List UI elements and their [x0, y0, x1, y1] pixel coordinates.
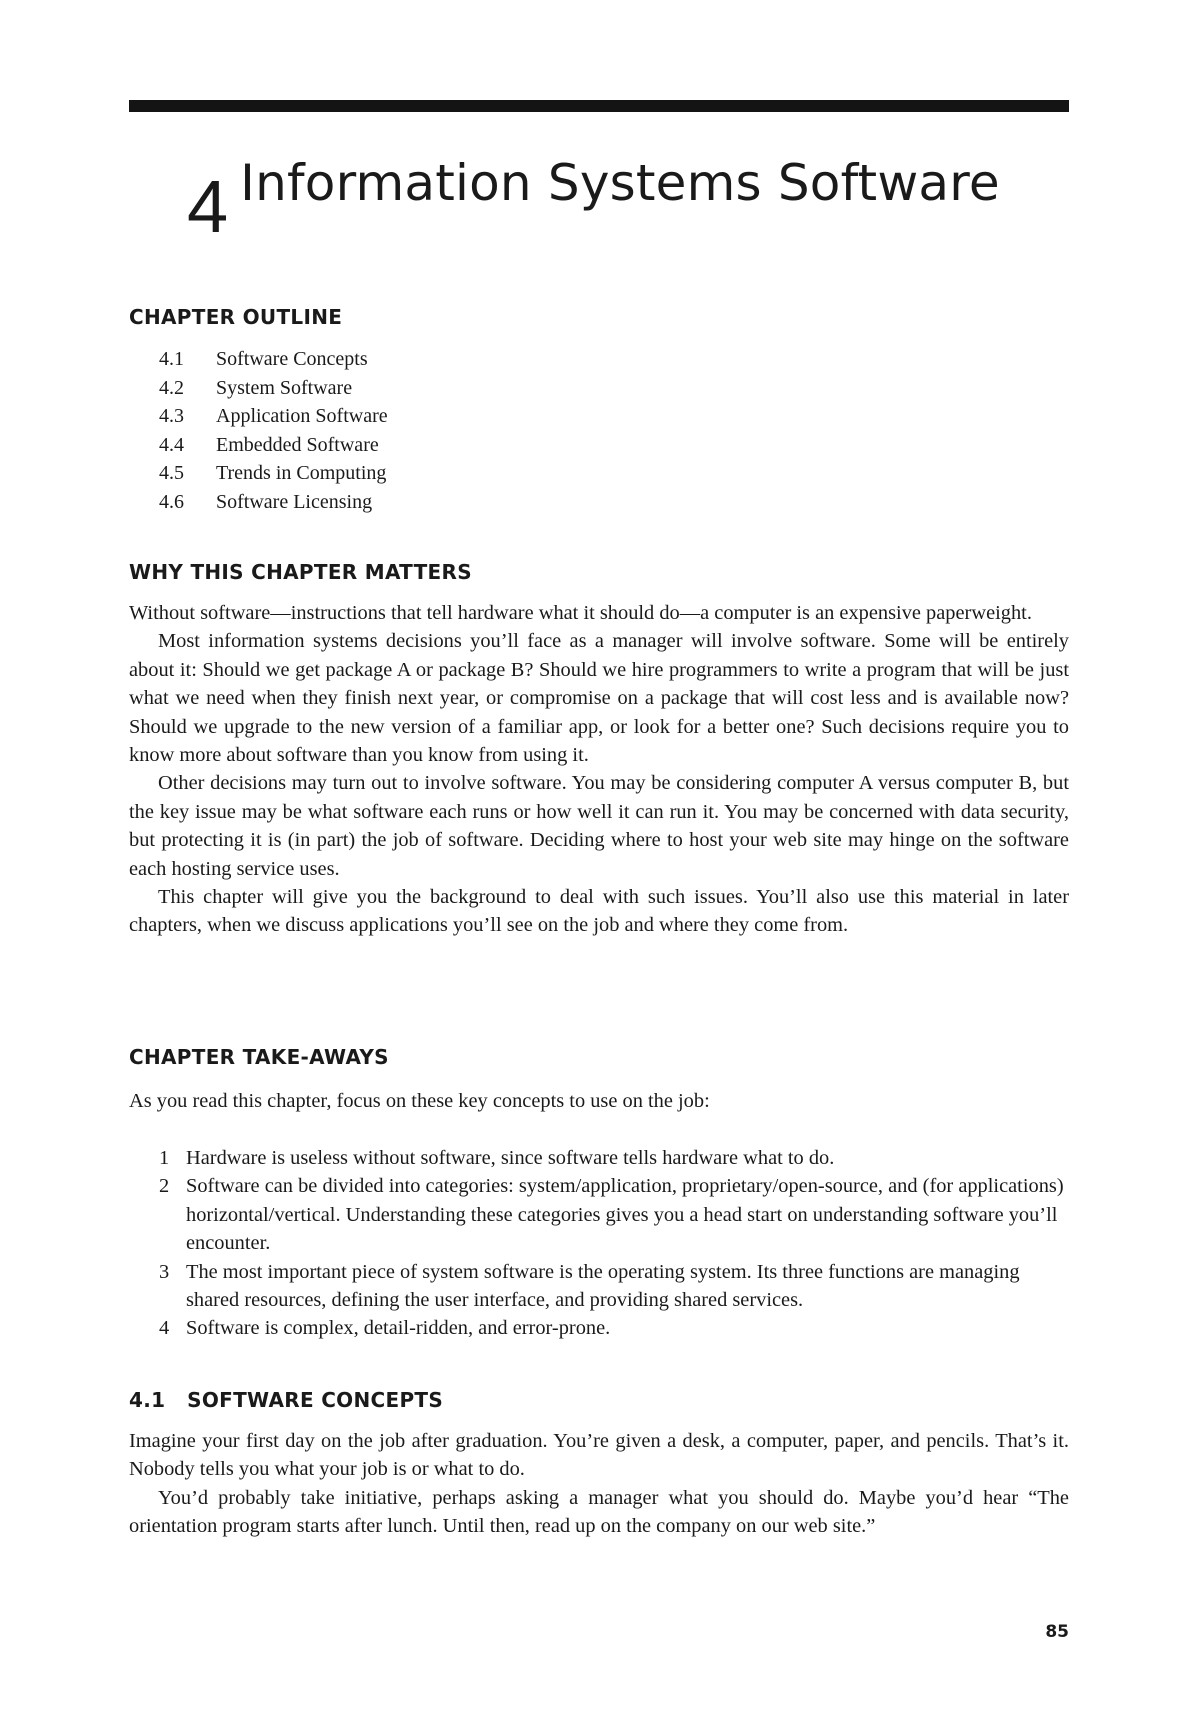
why-paragraph: Other decisions may turn out to involve software. You may be considering computer A versus computer B, but the key issue may be what software each runs or how well it can run it. You may be concerned with data security, but protecting it is (in part) the job of software. Deciding where to host your web site may hinge on the software each hosting service uses. [129, 772, 1069, 880]
takeaways-intro-text: As you read this chapter, focus on these key concepts to use on the job: [129, 1090, 710, 1112]
outline-item [159, 374, 388, 403]
outline-item [159, 402, 388, 431]
book-page [129, 0, 1069, 1714]
outline-item [159, 488, 388, 517]
outline-item-label: Software Licensing [216, 490, 373, 513]
outline-item-number: 4.3 [159, 405, 184, 428]
outline-item [159, 431, 388, 460]
takeaway-number: 4 [159, 1317, 170, 1340]
why-heading: WHY THIS CHAPTER MATTERS [129, 560, 472, 584]
why-paragraph: Most information systems decisions you’ll face as a manager will involve software. Some will be entirely about it: Should we get package A or package B? Should we hire programmers to write a program that will be just what we need when they finish next year, or compromise on a package that will cost less and is available now? Should we upgrade to the new version of a familiar app, or look for a better one? Such decisions require you to know more about software than you know from using it. [129, 630, 1069, 767]
takeaway-number: 2 [159, 1175, 170, 1198]
takeaway-item [159, 1172, 1069, 1257]
takeaway-text: Software is complex, detail-ridden, and error-prone. [186, 1317, 611, 1340]
chapter-top-rule [129, 100, 1069, 112]
takeaway-number: 1 [159, 1147, 170, 1169]
takeaway-text: Software can be divided into categories: system/application, proprietary/open-source, and (for applications) horizontal/vertical. Understanding these categories gives you a head start on understanding software you’ll encounter. [186, 1175, 1064, 1255]
section-paragraph: You’d probably take initiative, perhaps asking a manager what you should do. Maybe you’d hear “The orientation program starts after lunch. Until then, read up on the company on our web site.” [129, 1486, 1069, 1538]
page-number: 85 [1045, 1622, 1069, 1642]
outline-heading: CHAPTER OUTLINE [129, 305, 343, 329]
chapter-title: Information Systems Software [240, 154, 1000, 212]
outline-item-label: Embedded Software [216, 433, 379, 456]
outline-item-label: Application Software [216, 405, 388, 428]
outline-item [159, 459, 388, 488]
section-4-1-body [129, 1427, 1069, 1541]
outline-item-label: Trends in Computing [216, 462, 387, 485]
outline-item-number: 4.1 [159, 348, 184, 370]
takeaway-number: 3 [159, 1260, 170, 1283]
section-paragraph: Imagine your first day on the job after graduation. You’re given a desk, a computer, paper, and pencils. That’s it. Nobody tells you what your job is or what to do. [129, 1430, 1069, 1481]
takeaway-item [159, 1144, 1069, 1172]
chapter-outline-list [159, 345, 388, 517]
why-paragraph: Without software—instructions that tell hardware what it should do—a computer is an expensive paperweight. [129, 602, 1032, 624]
chapter-header [187, 140, 1000, 260]
outline-item [159, 345, 388, 374]
outline-item-number: 4.2 [159, 376, 184, 399]
chapter-number: 4 [187, 165, 229, 248]
takeaway-text: Hardware is useless without software, since software tells hardware what to do. [186, 1147, 835, 1169]
takeaways-intro [129, 1087, 1069, 1115]
outline-item-number: 4.4 [159, 433, 184, 456]
why-paragraph: This chapter will give you the background to deal with such issues. You’ll also use this material in later chapters, when we discuss applications you’ll see on the job and where they come from. [129, 886, 1069, 937]
section-4-1-heading: 4.1 SOFTWARE CONCEPTS [129, 1388, 444, 1412]
takeaways-list [159, 1144, 1069, 1343]
outline-item-label: Software Concepts [216, 348, 368, 370]
outline-item-label: System Software [216, 376, 353, 399]
takeaways-heading: CHAPTER TAKE-AWAYS [129, 1045, 389, 1069]
takeaway-item [159, 1258, 1069, 1315]
outline-item-number: 4.5 [159, 462, 184, 485]
why-body [129, 599, 1069, 940]
takeaway-text: The most important piece of system software is the operating system. Its three functions are managing shared resources, defining the user interface, and providing shared services. [186, 1260, 1020, 1312]
takeaway-item [159, 1314, 1069, 1342]
outline-item-number: 4.6 [159, 490, 184, 513]
